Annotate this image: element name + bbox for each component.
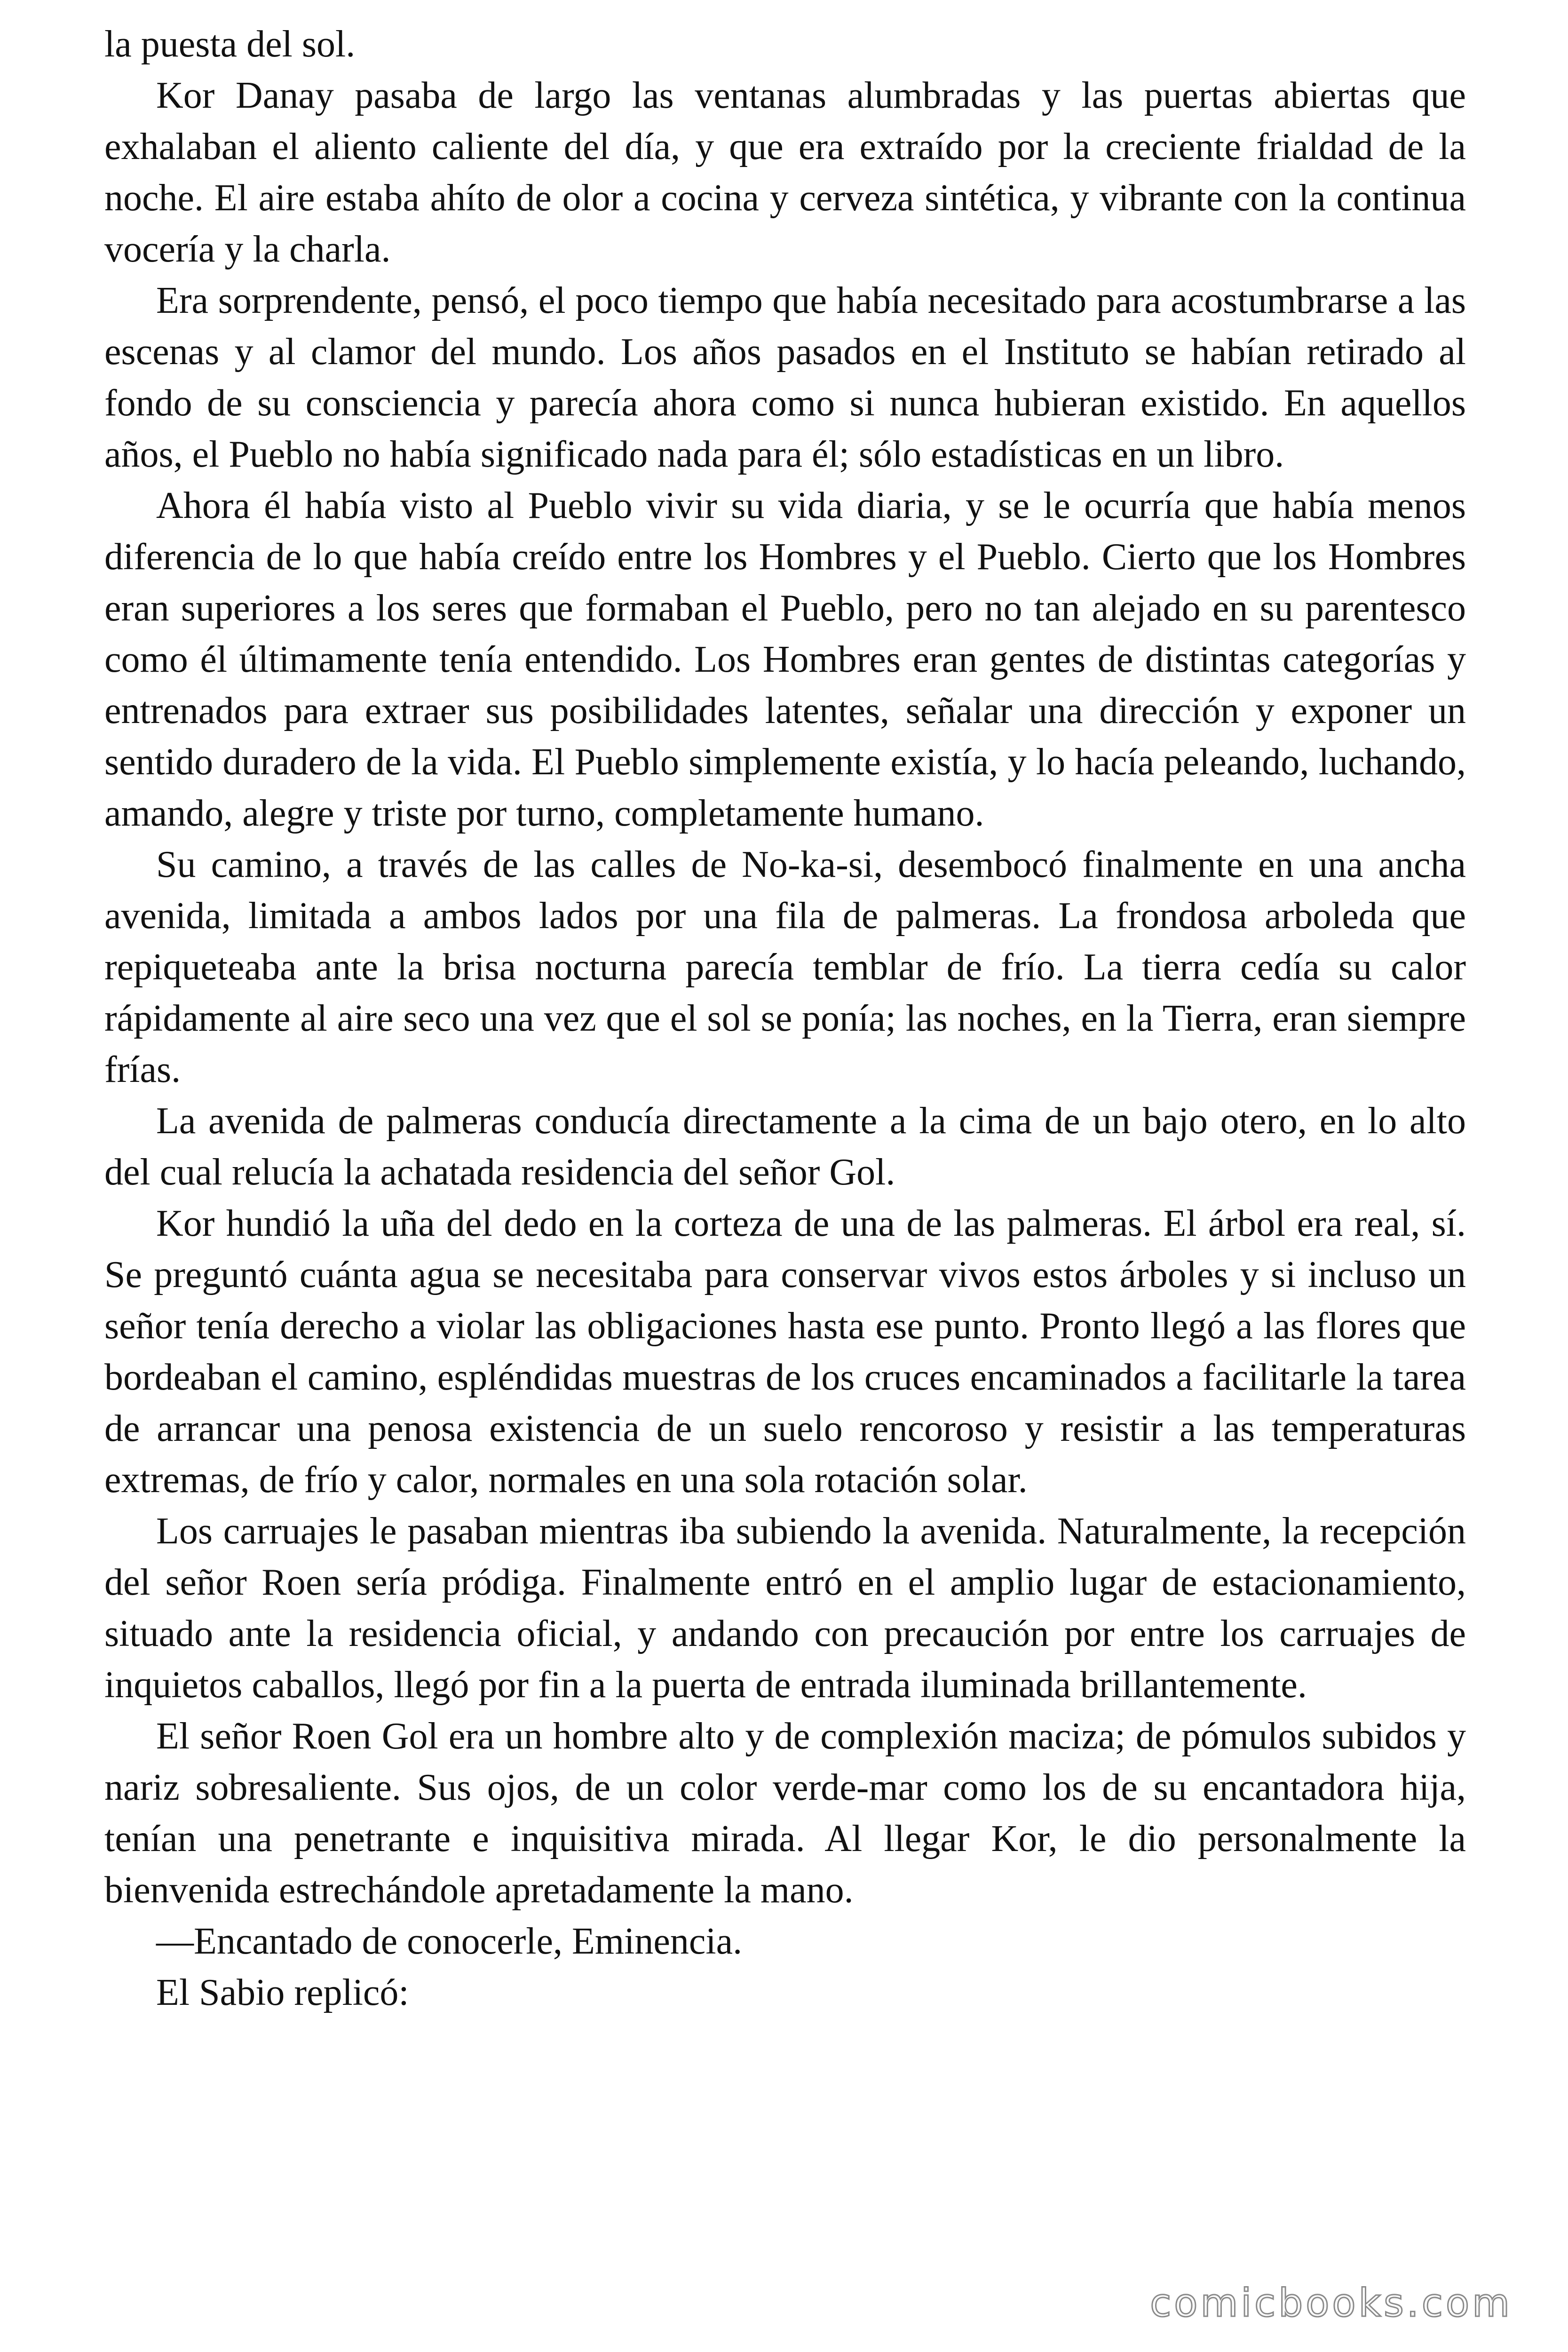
paragraph-6: La avenida de palmeras conducía directamente a la cima de un bajo otero, en lo alto del cual relucía la achatada residencia del señor Gol. bbox=[104, 1100, 1466, 1193]
paragraph-4: Ahora él había visto al Pueblo vivir su vida diaria, y se le ocurría que había menos diferencia de lo que había creído entre los Hombres y el Pueblo. Cierto que los Hombres eran superiores a los seres que formaban el Pueblo, pero no tan alejado en su parentesco como él últimamente tenía entendido. Los Hombres eran gentes de distintas categorías y entrenados para extraer sus posibilidades latentes, señalar una dirección y exponer un sentido duradero de la vida. El Pueblo simplemente existía, y lo hacía peleando, luchando, amando, alegre y triste por turno, completamente humano. bbox=[104, 485, 1466, 834]
paragraph-5: Su camino, a través de las calles de No-ka-si, desembocó finalmente en una ancha avenida, limitada a ambos lados por una fila de palmeras. La frondosa arboleda que repiqueteaba ante la brisa nocturna parecía temblar de frío. La tierra cedía su calor rápidamente al aire seco una vez que el sol se ponía; las noches, en la Tierra, eran siempre frías. bbox=[104, 844, 1466, 1090]
page-body bbox=[104, 19, 1466, 2018]
paragraph-1: la puesta del sol. bbox=[104, 24, 356, 65]
paragraph-8: Los carruajes le pasaban mientras iba subiendo la avenida. Naturalmente, la recepción del señor Roen sería pródiga. Finalmente entró en el amplio lugar de estacionamiento, situado ante la residencia oficial, y andando con precaución por entre los carruajes de inquietos caballos, llegó por fin a la puerta de entrada iluminada brillantemente. bbox=[104, 1510, 1466, 1706]
paragraph-7: Kor hundió la uña del dedo en la corteza de una de las palmeras. El árbol era real, sí. Se preguntó cuánta agua se necesitaba para conservar vivos estos árboles y si incluso un señor tenía derecho a violar las obligaciones hasta ese punto. Pronto llegó a las flores que bordeaban el camino, espléndidas muestras de los cruces encaminados a facilitarle la tarea de arrancar una penosa existencia de un suelo rencoroso y resistir a las temperaturas extremas, de frío y calor, normales en una sola rotación solar. bbox=[104, 1203, 1466, 1501]
paragraph-9: El señor Roen Gol era un hombre alto y de complexión maciza; de pómulos subidos y nariz sobresaliente. Sus ojos, de un color verde-mar como los de su encantadora hija, tenían una penetrante e inquisitiva mirada. Al llegar Kor, le dio personalmente la bienvenida estrechándole apretadamente la mano. bbox=[104, 1716, 1466, 1911]
paragraph-10: —Encantado de conocerle, Eminencia. bbox=[156, 1921, 743, 1962]
paragraph-2: Kor Danay pasaba de largo las ventanas alumbradas y las puertas abiertas que exhalaban el aliento caliente del día, y que era extraído por la creciente frialdad de la noche. El aire estaba ahíto de olor a cocina y cerveza sintética, y vibrante con la continua vocería y la charla. bbox=[104, 75, 1466, 270]
paragraph-11: El Sabio replicó: bbox=[156, 1972, 409, 2013]
watermark-logo: comicbooks.com bbox=[1150, 2281, 1513, 2326]
paragraph-3: Era sorprendente, pensó, el poco tiempo que había necesitado para acostumbrarse a las escenas y al clamor del mundo. Los años pasados en el Instituto se habían retirado al fondo de su consciencia y parecía ahora como si nunca hubieran existido. En aquellos años, el Pueblo no había significado nada para él; sólo estadísticas en un libro. bbox=[104, 280, 1466, 475]
